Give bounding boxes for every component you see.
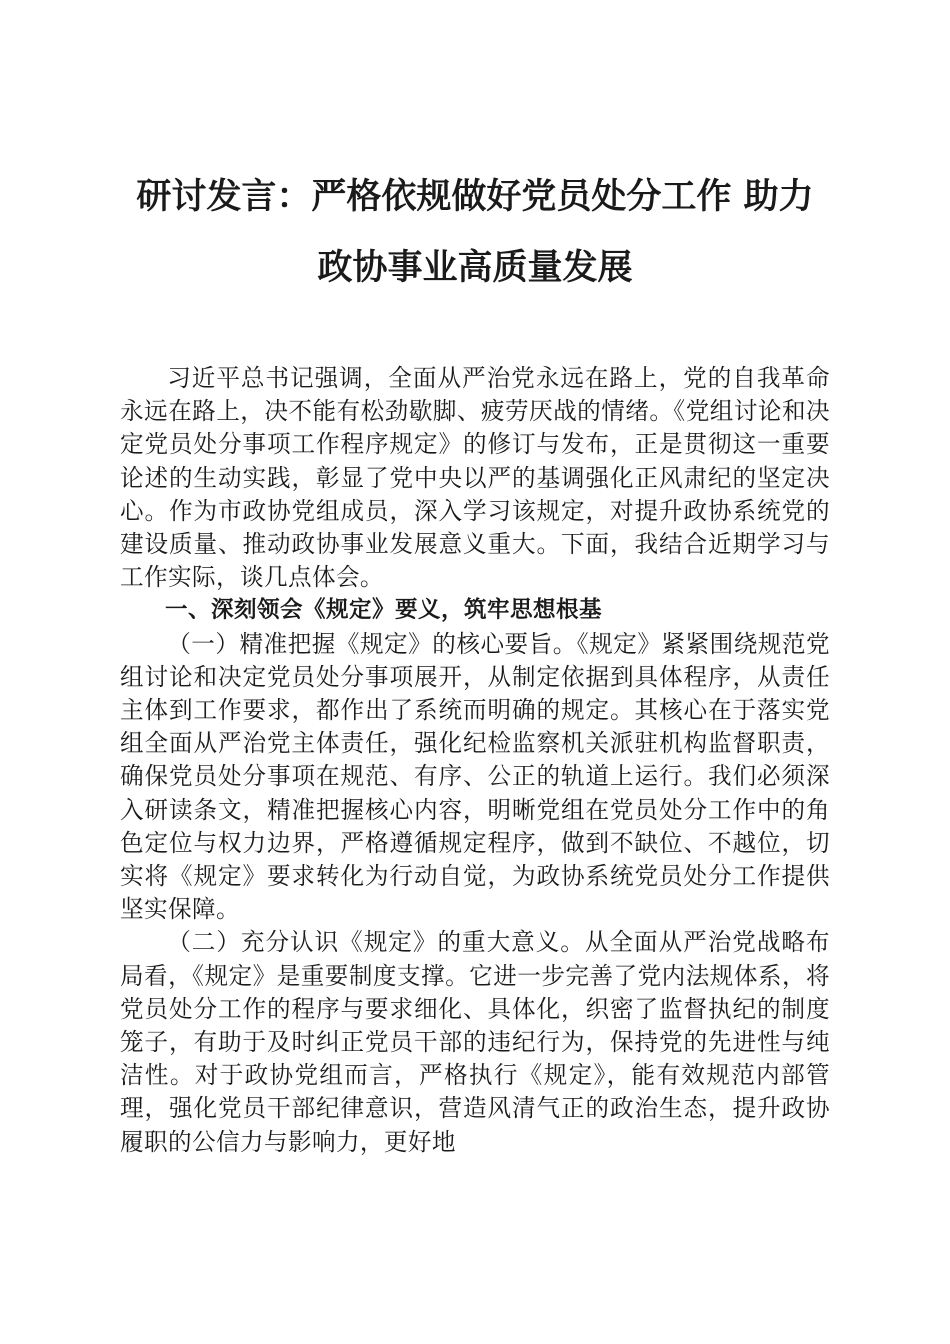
document-title-line-1: 研讨发言：严格依规做好党员处分工作 助力 [136, 176, 814, 217]
paragraph-subsection-2: （二）充分认识《规定》的重大意义。从全面从严治党战略布局看，《规定》是重要制度支撑。它进一步完善了党内法规体系，将党员处分工作的程序与要求细化、具体化，织密了监督执纪的制度笼子，有助于及时纠正党员干部的违纪行为，保持党的先进性与纯洁性。对于政协党组而言，严格执行《规定》，能有效规范内部管理，强化党员干部纪律意识，营造风清气正的政治生态，提升政协履职的公信力与影响力，更好地 [120, 928, 830, 1156]
paragraph-intro: 习近平总书记强调，全面从严治党永远在路上，党的自我革命永远在路上，决不能有松劲歇脚、疲劳厌战的情绪。《党组讨论和决定党员处分事项工作程序规定》的修订与发布，正是贯彻这一重要论述的生动实践，彰显了党中央以严的基调强化正风肃纪的坚定决心。作为市政协党组成员，深入学习该规定，对提升政协系统党的建设质量、推动政协事业发展意义重大。下面，我结合近期学习与工作实际，谈几点体会。 [120, 364, 830, 592]
section-heading-1: 一、深刻领会《规定》要义，筑牢思想根基 [165, 597, 603, 624]
paragraph-subsection-1: （一）精准把握《规定》的核心要旨。《规定》紧紧围绕规范党组讨论和决定党员处分事项展开，从制定依据到具体程序，从责任主体到工作要求，都作出了系统而明确的规定。其核心在于落实党组全面从严治党主体责任，强化纪检监察机关派驻机构监督职责，确保党员处分事项在规范、有序、公正的轨道上运行。我们必须深入研读条文，精准把握核心内容，明晰党组在党员处分工作中的角色定位与权力边界，严格遵循规定程序，做到不缺位、不越位，切实将《规定》要求转化为行动自觉，为政协系统党员处分工作提供坚实保障。 [120, 629, 830, 924]
document-title-line-2: 政协事业高质量发展 [317, 247, 633, 288]
document-body [120, 362, 830, 1159]
